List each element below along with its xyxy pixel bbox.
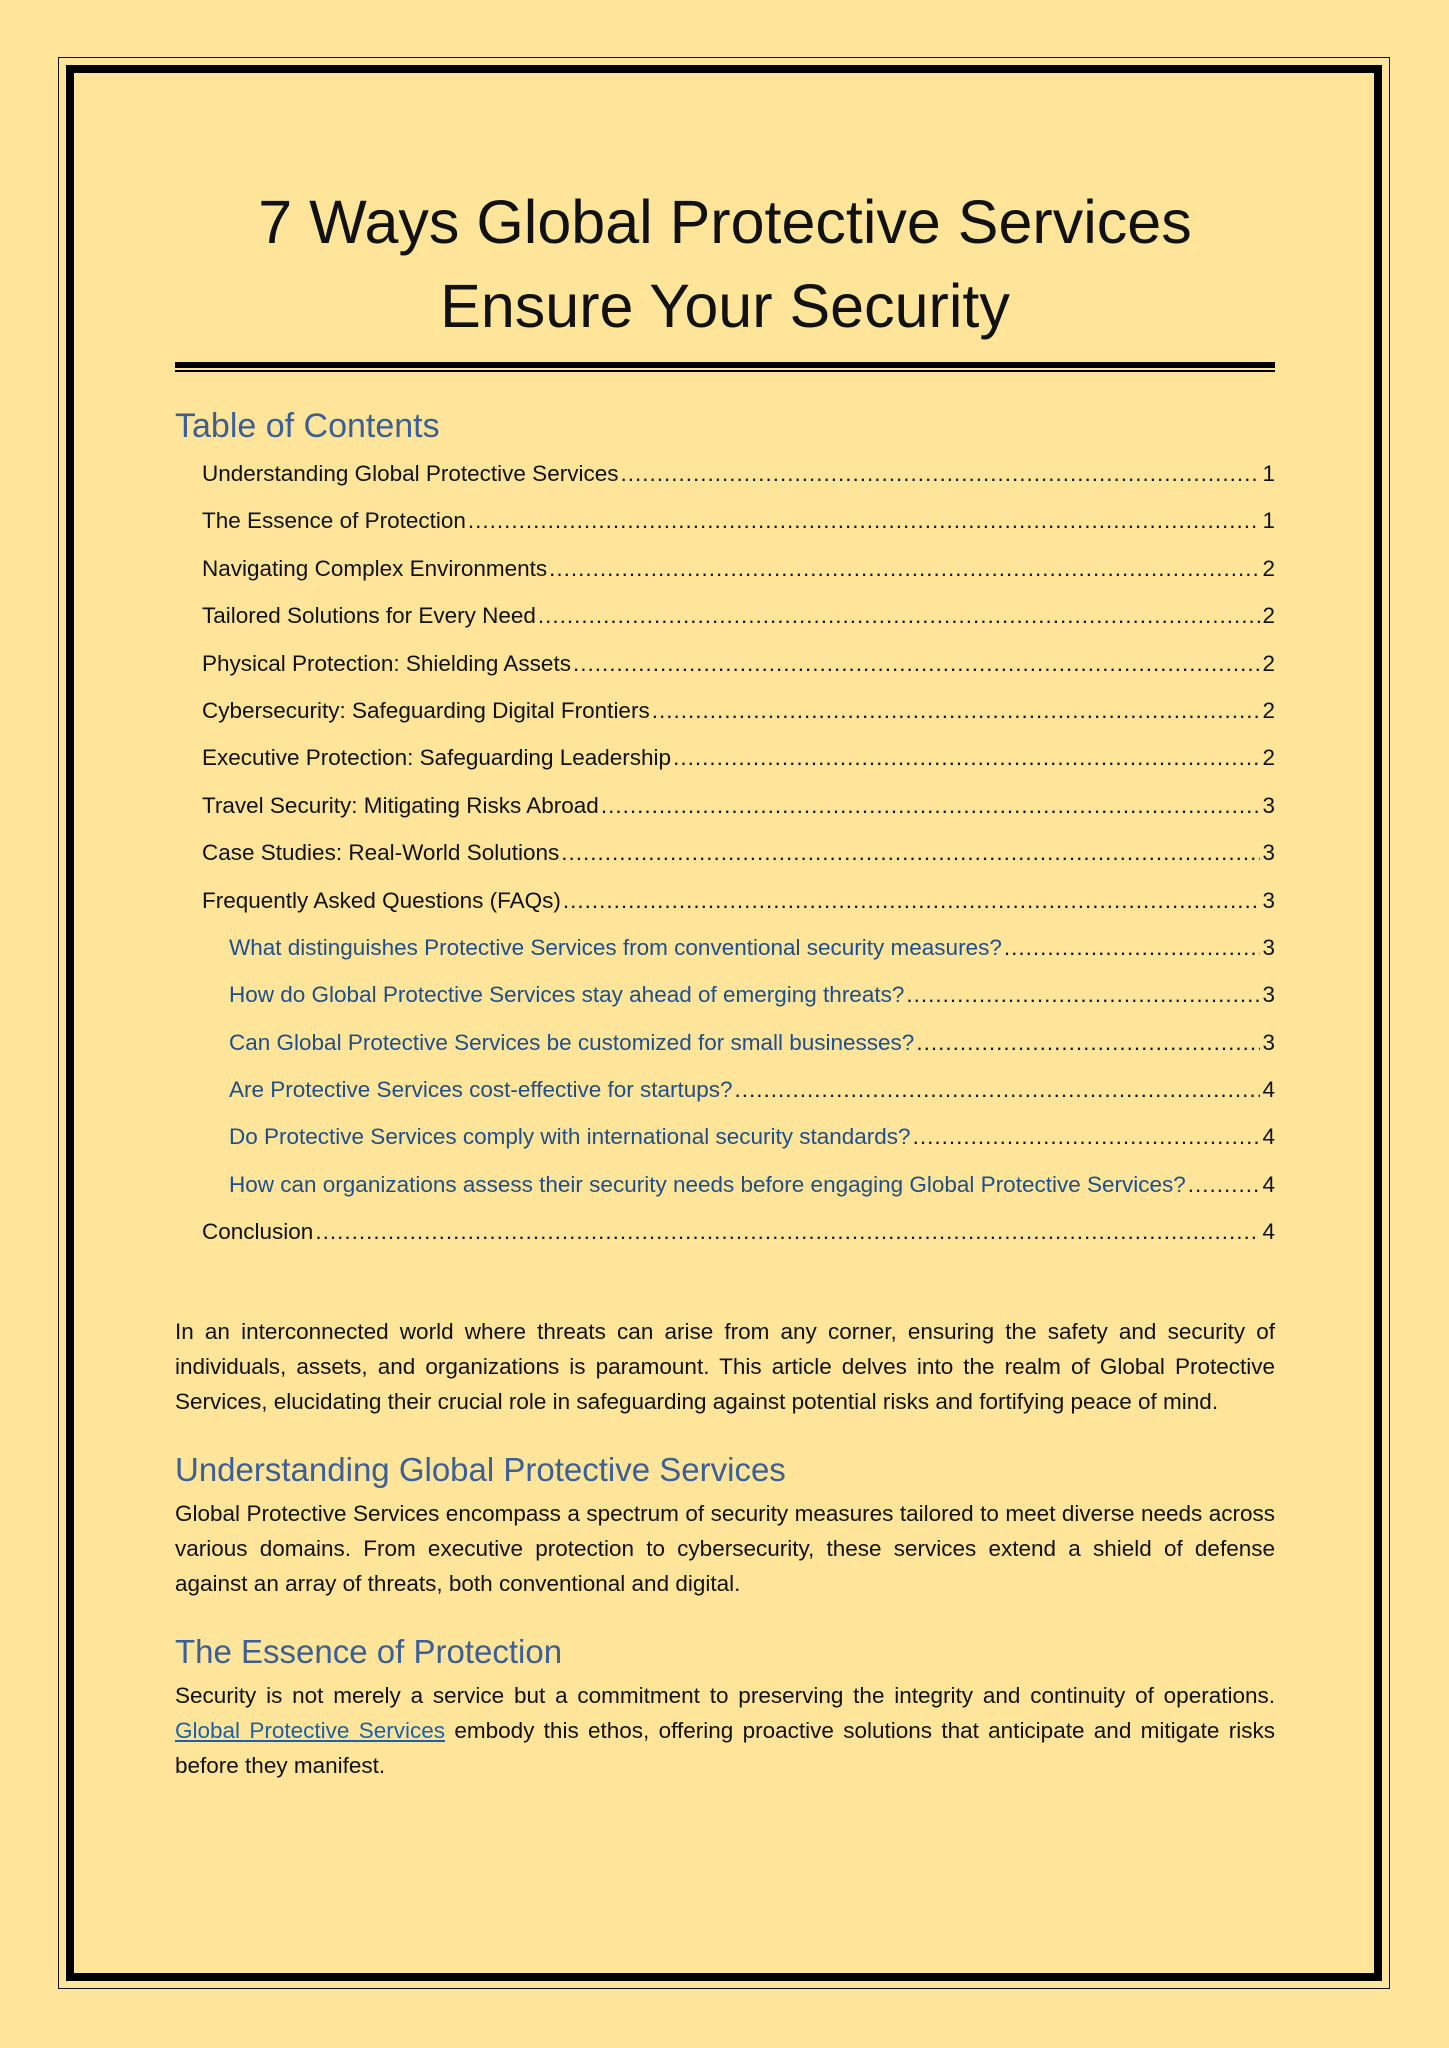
toc-entry-label: Physical Protection: Shielding Assets <box>202 650 571 676</box>
toc-dot-leader <box>913 1113 1261 1160</box>
toc-entry-label: Frequently Asked Questions (FAQs) <box>202 887 561 913</box>
toc-entry-label: Cybersecurity: Safeguarding Digital Frontiers <box>202 697 650 723</box>
toc-page-number: 3 <box>1262 982 1275 1008</box>
toc-page-number: 3 <box>1262 840 1275 866</box>
toc-entry[interactable] <box>175 877 1275 924</box>
global-protective-services-link[interactable]: Global Protective Services <box>175 1717 445 1743</box>
toc-entry-label: Tailored Solutions for Every Need <box>202 603 536 629</box>
toc-page-number: 4 <box>1262 1219 1275 1245</box>
intro-paragraph: In an interconnected world where threats can arise from any corner, ensuring the safety and security of individuals, assets, and organizations is paramount. This article delves into the realm of Global Protective Services, elucidating their crucial role in safeguarding against potential risks and fortifying peace of mind. <box>175 1318 1275 1414</box>
toc-page-number: 2 <box>1262 697 1275 723</box>
toc-dot-leader <box>561 829 1260 876</box>
section-body-understanding: Global Protective Services encompass a spectrum of security measures tailored to meet diverse needs across various domains. From executive protection to cybersecurity, these services extend a shield of defense against an array of threats, both conventional and digital. <box>175 1500 1275 1596</box>
toc-dot-leader <box>735 1066 1261 1113</box>
toc-entry[interactable] <box>175 734 1275 781</box>
toc-dot-leader <box>906 971 1260 1018</box>
toc-dot-leader <box>573 640 1261 687</box>
toc-entry-label: Case Studies: Real-World Solutions <box>202 840 560 866</box>
toc-entry-label: Conclusion <box>202 1219 314 1245</box>
toc-page-number: 2 <box>1262 745 1275 771</box>
toc-entry[interactable] <box>175 829 1275 876</box>
document-title: 7 Ways Global Protective Services Ensure Your Security <box>258 188 1192 340</box>
toc-page-number: 3 <box>1262 934 1275 960</box>
toc-entry-label: Can Global Protective Services be customized for small businesses? <box>229 1029 915 1055</box>
toc-dot-leader <box>549 545 1260 592</box>
section-heading-essence: The Essence of Protection <box>175 1632 563 1670</box>
toc-page-number: 2 <box>1262 555 1275 581</box>
toc-entry-label: The Essence of Protection <box>202 508 466 534</box>
toc-entry[interactable] <box>175 1019 1275 1066</box>
toc-dot-leader <box>1188 1161 1261 1208</box>
toc-entry-label: How can organizations assess their security needs before engaging Global Protective Services? <box>229 1171 1186 1197</box>
section-heading-understanding: Understanding Global Protective Services <box>175 1450 786 1488</box>
toc-dot-leader <box>538 592 1261 639</box>
toc-dot-leader <box>563 877 1261 924</box>
toc-entry-label: Navigating Complex Environments <box>202 555 548 581</box>
toc-dot-leader <box>620 450 1260 497</box>
toc-entry[interactable] <box>175 592 1275 639</box>
toc-entry[interactable] <box>175 497 1275 544</box>
toc-dot-leader <box>916 1019 1260 1066</box>
section-body-essence <box>175 1678 1275 1783</box>
toc-entry[interactable] <box>175 782 1275 829</box>
toc-entry[interactable] <box>175 1208 1275 1255</box>
essence-text-before: Security is not merely a service but a commitment to preserving the integrity and continuity of operations. <box>175 1682 1275 1708</box>
toc-page-number: 1 <box>1262 461 1275 486</box>
toc-entry[interactable] <box>175 640 1275 687</box>
toc-entry[interactable] <box>175 687 1275 734</box>
toc-dot-leader <box>673 734 1260 781</box>
toc-entry-label: Understanding Global Protective Services <box>202 461 619 486</box>
toc-heading: Table of Contents <box>175 407 440 445</box>
toc-page-number: 3 <box>1262 887 1275 913</box>
toc-page-number: 3 <box>1262 1029 1275 1055</box>
toc-entry[interactable] <box>175 1113 1275 1160</box>
toc-page-number: 4 <box>1262 1077 1275 1103</box>
toc-dot-leader <box>652 687 1261 734</box>
toc-dot-leader <box>315 1208 1260 1255</box>
toc-page-number: 4 <box>1262 1124 1275 1150</box>
toc-entry-label: What distinguishes Protective Services from conventional security measures? <box>229 934 1002 960</box>
document-content <box>175 180 1275 1783</box>
toc-entry-label: Do Protective Services comply with international security standards? <box>229 1124 911 1150</box>
toc-page-number: 4 <box>1262 1171 1275 1197</box>
toc-entry[interactable] <box>175 1161 1275 1208</box>
toc-entry-label: Travel Security: Mitigating Risks Abroad <box>202 792 599 818</box>
toc-page-number: 1 <box>1262 508 1275 534</box>
toc-dot-leader <box>601 782 1261 829</box>
toc-entry[interactable] <box>175 450 1275 497</box>
toc-entry-label: Executive Protection: Safeguarding Leadership <box>202 745 672 771</box>
title-rule <box>175 362 1275 372</box>
toc-dot-leader <box>1004 924 1261 971</box>
toc-entry[interactable] <box>175 1066 1275 1113</box>
toc-dot-leader <box>468 497 1261 544</box>
toc-entry-label: Are Protective Services cost-effective for startups? <box>229 1077 733 1103</box>
toc-page-number: 2 <box>1262 603 1275 629</box>
toc-entry[interactable] <box>175 971 1275 1018</box>
essence-text-after: embody this ethos, offering proactive solutions that anticipate and mitigate risks before they manifest. <box>175 1717 1275 1778</box>
toc-page-number: 3 <box>1262 792 1275 818</box>
table-of-contents <box>175 450 1275 1256</box>
toc-entry-label: How do Global Protective Services stay ahead of emerging threats? <box>229 982 905 1008</box>
toc-entry[interactable] <box>175 924 1275 971</box>
toc-entry[interactable] <box>175 545 1275 592</box>
toc-page-number: 2 <box>1262 650 1275 676</box>
